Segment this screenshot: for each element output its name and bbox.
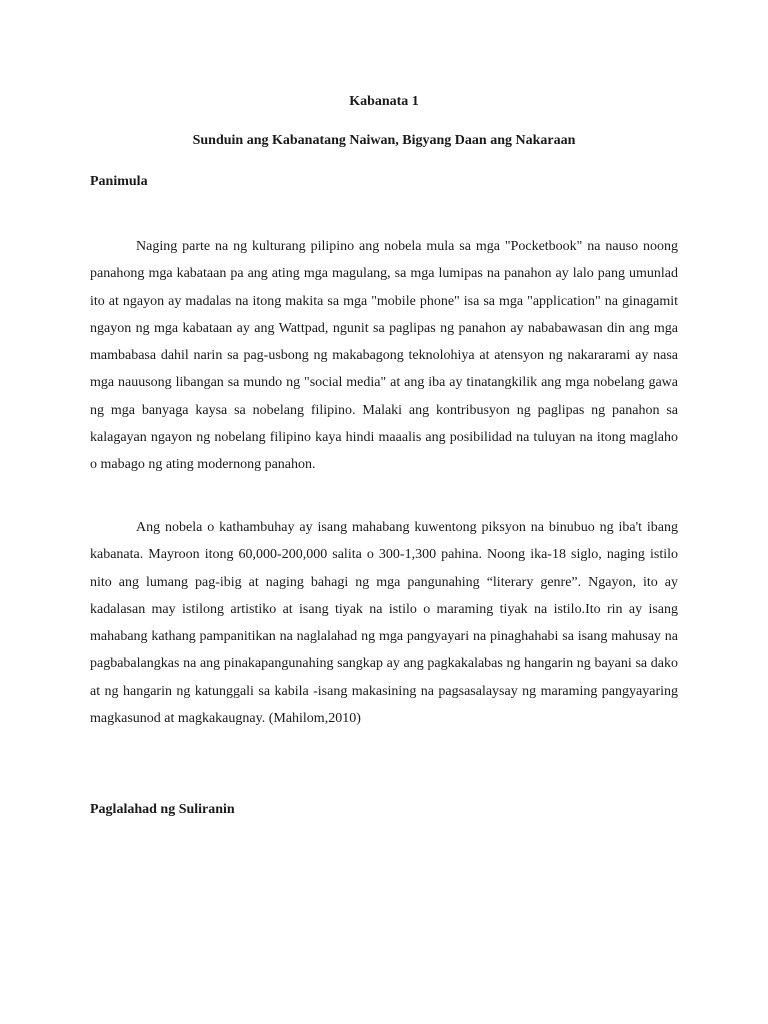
section-heading-panimula: Panimula [90, 174, 148, 189]
body-paragraph: Naging parte na ng kulturang pilipino ang nobela mula sa mga "Pocketbook" na nauso noong panahong mga kabataan pa ang ating mga magulang, sa mga lumipas na panahon ay lalo pang umunlad ito at ngayon ay madalas na itong makita sa mga "mobile phone" isa sa mga "application" na ginagamit ngayon ng mga kabataan ay ang Wattpad, ngunit sa paglipas ng panahon ay nababawasan din ang mga mambabasa dahil narin sa pag-usbong ng makabagong teknolohiya at atensyon ng nakararami ay nasa mga nauusong libangan sa mundo ng "social media" at ang iba ay tinatangkilik ang mga nobelang gawa ng mga banyaga kaysa sa nobelang filipino. Malaki ang kontribusyon ng paglipas ng panahon sa kalagayan ngayon ng nobelang filipino kaya hindi maaalis ang posibilidad na tuluyan na itong maglaho o mabago ng ating modernong panahon. [90, 239, 678, 473]
body-paragraph: Ang nobela o kathambuhay ay isang mahabang kuwentong piksyon na binubuo ng iba't ibang kabanata. Mayroon itong 60,000-200,000 salita o 300-1,300 pahina. Noong ika-18 siglo, naging istilo nito ang lumang pag-ibig at naging bahagi ng mga pangunahing “literary genre”. Ngayon, ito ay kadalasan may istilong artistiko at isang tiyak na istilo o maraming tiyak na istilo.Ito rin ay isang mahabang kathang pampanitikan na naglalahad ng mga pangyayari na pinaghahabi sa isang mahusay na pagbabalangkas na ang pinakapangunahing sangkap ay ang pagkakalabas ng hangarin ng bayani sa dako at ng hangarin ng katunggali sa kabila -isang makasining na pagsasalaysay ng maraming pangyayaring magkasunod at magkakaugnay. (Mahilom,2010) [90, 520, 678, 727]
section-heading-paglalahad: Paglalahad ng Suliranin [90, 802, 235, 817]
chapter-title: Sunduin ang Kabanatang Naiwan, Bigyang Daan ang Nakaraan [192, 133, 576, 148]
chapter-label: Kabanata 1 [349, 94, 419, 109]
